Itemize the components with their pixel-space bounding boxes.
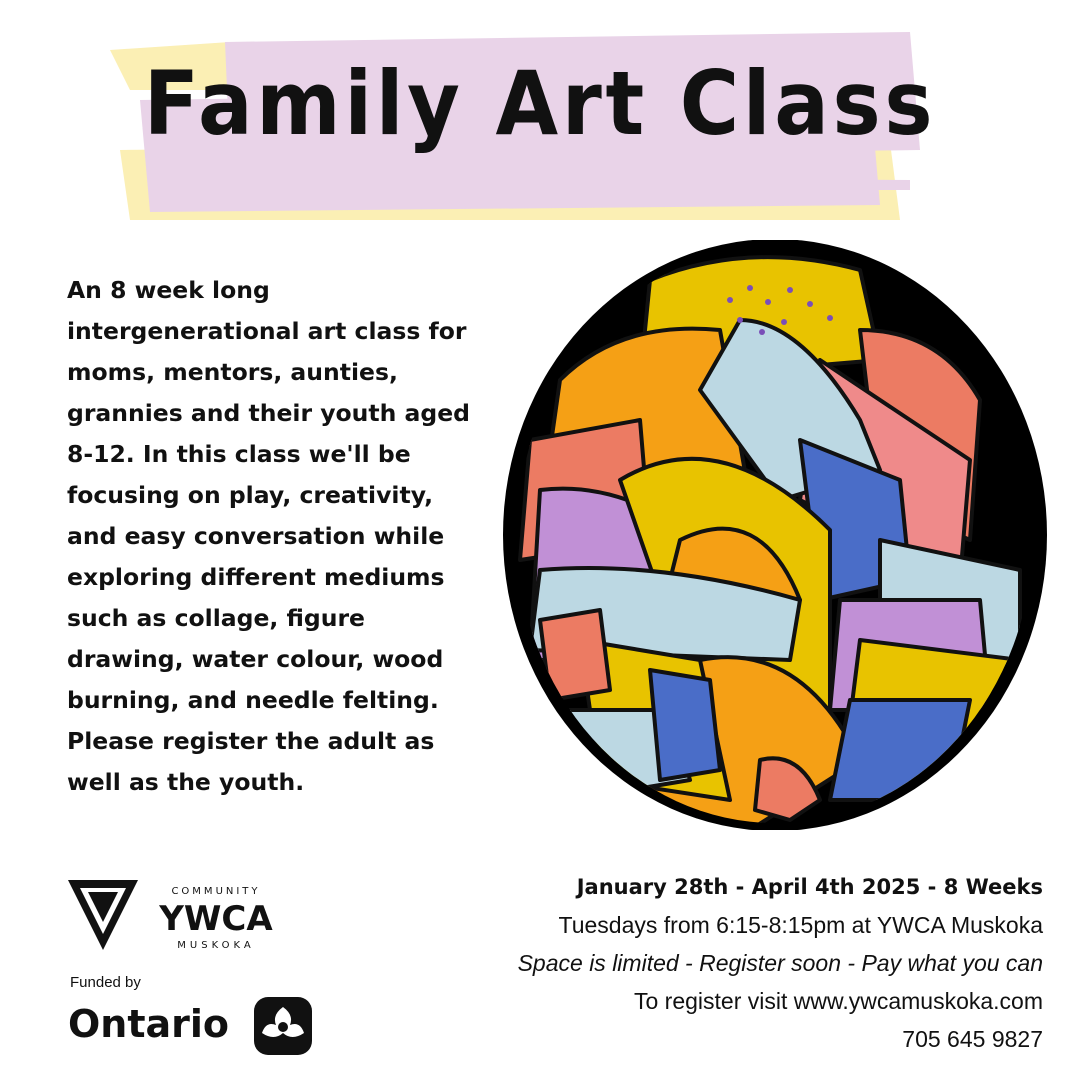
event-schedule: Tuesdays from 6:15-8:15pm at YWCA Muskoka	[558, 912, 1043, 938]
ywca-logo	[66, 878, 286, 958]
funded-by-label: Funded by	[70, 974, 141, 991]
event-dates: January 28th - April 4th 2025 - 8 Weeks	[576, 875, 1043, 899]
phone-number[interactable]: 705 645 9827	[902, 1026, 1043, 1052]
ywca-triangle-icon	[68, 880, 138, 950]
register-link-text[interactable]: To register visit www.ywcamuskoka.com	[634, 988, 1043, 1014]
event-details	[343, 868, 1043, 1058]
ywca-muskoka-text: MUSKOKA	[177, 940, 255, 951]
ontario-trillium-icon	[252, 995, 314, 1057]
ywca-community-text: COMMUNITY	[171, 886, 261, 897]
page-title: Family Art Class	[143, 52, 937, 155]
ywca-name-text: YWCA	[159, 899, 273, 939]
event-limit-note: Space is limited - Register soon - Pay what you can	[517, 950, 1043, 976]
ontario-wordmark: Ontario	[68, 1002, 230, 1046]
hands-artwork	[500, 240, 1050, 830]
class-description: An 8 week long intergenerational art class for moms, mentors, aunties, grannies and their youth aged 8-12. In this class we'll be focusing on play, creativity, and easy conversation while exploring different mediums such as collage, figure drawing, water colour, wood burning, and needle felting. Please register the adult as well as the youth.	[67, 276, 470, 796]
